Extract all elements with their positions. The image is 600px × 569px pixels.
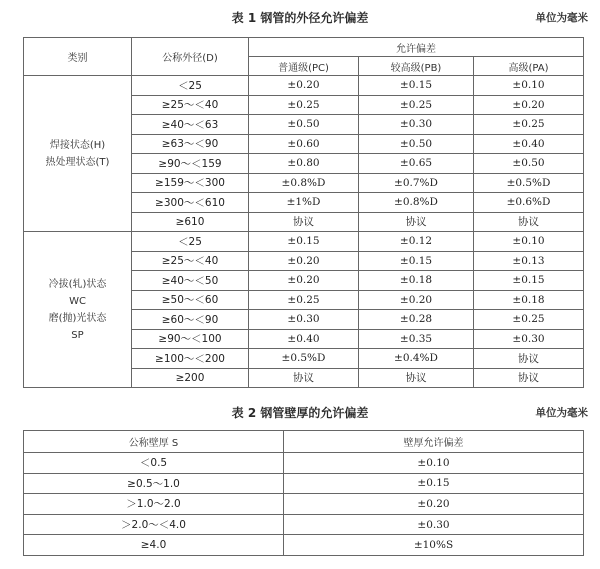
- table1-body: [24, 76, 584, 388]
- table2-caption: 表 2 钢管壁厚的允许偏差: [231, 406, 369, 420]
- header-category: 类别: [24, 38, 132, 76]
- table1-caption: 表 1 钢管的外径允许偏差: [231, 11, 369, 25]
- pa-value-cell: ±0.15: [474, 271, 584, 291]
- diameter-cell: ≥63～＜90: [132, 134, 249, 154]
- header-thickness-tolerance: 壁厚允许偏差: [284, 431, 584, 453]
- pa-value-cell: 协议: [474, 349, 584, 369]
- table2-unit: 单位为毫米: [535, 407, 588, 419]
- diameter-cell: ＜25: [132, 232, 249, 252]
- pa-value-cell: ±0.10: [474, 232, 584, 252]
- diameter-cell: ≥100～＜200: [132, 349, 249, 369]
- outer-diameter-tolerance-table: [23, 37, 584, 388]
- diameter-cell: ≥159～＜300: [132, 173, 249, 193]
- pa-value-cell: ±0.25: [474, 310, 584, 330]
- group-label-cold-drawn-polished: 冷拔(轧)状态 WC 磨(抛)光状态 SP: [24, 232, 132, 388]
- thickness-cell: ＜0.5: [24, 453, 284, 474]
- diameter-cell: ≥200: [132, 368, 249, 388]
- table2-body: [24, 453, 584, 556]
- pb-value-cell: ±0.35: [359, 329, 474, 349]
- pb-value-cell: ±0.7%D: [359, 173, 474, 193]
- pa-value-cell: ±0.50: [474, 154, 584, 174]
- pa-value-cell: 协议: [474, 368, 584, 388]
- diameter-cell: ＜25: [132, 76, 249, 96]
- pb-value-cell: ±0.12: [359, 232, 474, 252]
- thickness-cell: ≥4.0: [24, 535, 284, 556]
- diameter-cell: ≥90～＜100: [132, 329, 249, 349]
- pb-value-cell: ±0.28: [359, 310, 474, 330]
- pa-value-cell: ±0.13: [474, 251, 584, 271]
- pb-value-cell: ±0.15: [359, 251, 474, 271]
- diameter-cell: ≥25～＜40: [132, 251, 249, 271]
- pa-value-cell: 协议: [474, 212, 584, 232]
- pc-value-cell: 协议: [249, 212, 359, 232]
- pb-value-cell: 协议: [359, 368, 474, 388]
- pb-value-cell: ±0.30: [359, 115, 474, 135]
- pc-value-cell: ±0.8%D: [249, 173, 359, 193]
- thickness-cell: ≥0.5～1.0: [24, 473, 284, 494]
- header-tolerance: 允许偏差: [249, 38, 584, 57]
- pb-value-cell: ±0.18: [359, 271, 474, 291]
- diameter-cell: ≥90～＜159: [132, 154, 249, 174]
- pb-value-cell: ±0.20: [359, 290, 474, 310]
- thickness-tolerance-cell: ±0.15: [284, 473, 584, 494]
- pc-value-cell: 协议: [249, 368, 359, 388]
- diameter-cell: ≥50～＜60: [132, 290, 249, 310]
- table-row: [24, 514, 584, 535]
- pa-value-cell: ±0.10: [474, 76, 584, 96]
- table-row: [24, 473, 584, 494]
- pa-value-cell: ±0.5%D: [474, 173, 584, 193]
- diameter-cell: ≥300～＜610: [132, 193, 249, 213]
- table-row: [24, 535, 584, 556]
- thickness-cell: ＞2.0～＜4.0: [24, 514, 284, 535]
- pc-value-cell: ±0.80: [249, 154, 359, 174]
- thickness-tolerance-cell: ±10%S: [284, 535, 584, 556]
- table-row: [24, 232, 584, 252]
- thickness-cell: ＞1.0～2.0: [24, 494, 284, 515]
- header-nominal-diameter: 公称外径(D): [132, 38, 249, 76]
- pb-value-cell: ±0.50: [359, 134, 474, 154]
- table1-unit: 单位为毫米: [535, 12, 588, 24]
- pc-value-cell: ±0.20: [249, 271, 359, 291]
- diameter-cell: ≥40～＜63: [132, 115, 249, 135]
- header-grade-pc: 普通级(PC): [249, 57, 359, 76]
- pc-value-cell: ±0.50: [249, 115, 359, 135]
- table-row: [24, 494, 584, 515]
- table-row: [24, 76, 584, 96]
- thickness-tolerance-cell: ±0.10: [284, 453, 584, 474]
- pc-value-cell: ±0.5%D: [249, 349, 359, 369]
- thickness-tolerance-cell: ±0.30: [284, 514, 584, 535]
- diameter-cell: ≥610: [132, 212, 249, 232]
- diameter-cell: ≥25～＜40: [132, 95, 249, 115]
- pb-value-cell: ±0.25: [359, 95, 474, 115]
- header-grade-pa: 高级(PA): [474, 57, 584, 76]
- pc-value-cell: ±0.60: [249, 134, 359, 154]
- header-nominal-thickness: 公称壁厚 S: [24, 431, 284, 453]
- group-label-welded-heat-treated: 焊接状态(H) 热处理状态(T): [24, 76, 132, 232]
- wall-thickness-tolerance-table: [23, 430, 584, 556]
- pb-value-cell: ±0.65: [359, 154, 474, 174]
- pc-value-cell: ±0.15: [249, 232, 359, 252]
- pc-value-cell: ±0.25: [249, 290, 359, 310]
- thickness-tolerance-cell: ±0.20: [284, 494, 584, 515]
- diameter-cell: ≥60～＜90: [132, 310, 249, 330]
- table-row: [24, 453, 584, 474]
- pc-value-cell: ±0.30: [249, 310, 359, 330]
- table2-title-row: [0, 404, 600, 426]
- pa-value-cell: ±0.40: [474, 134, 584, 154]
- pc-value-cell: ±0.25: [249, 95, 359, 115]
- pa-value-cell: ±0.25: [474, 115, 584, 135]
- pa-value-cell: ±0.30: [474, 329, 584, 349]
- pb-value-cell: ±0.8%D: [359, 193, 474, 213]
- diameter-cell: ≥40～＜50: [132, 271, 249, 291]
- pb-value-cell: ±0.15: [359, 76, 474, 96]
- pa-value-cell: ±0.6%D: [474, 193, 584, 213]
- pc-value-cell: ±0.40: [249, 329, 359, 349]
- header-grade-pb: 较高级(PB): [359, 57, 474, 76]
- pc-value-cell: ±1%D: [249, 193, 359, 213]
- pa-value-cell: ±0.20: [474, 95, 584, 115]
- pb-value-cell: 协议: [359, 212, 474, 232]
- table1-title-row: [0, 9, 600, 31]
- pc-value-cell: ±0.20: [249, 251, 359, 271]
- pb-value-cell: ±0.4%D: [359, 349, 474, 369]
- pc-value-cell: ±0.20: [249, 76, 359, 96]
- pa-value-cell: ±0.18: [474, 290, 584, 310]
